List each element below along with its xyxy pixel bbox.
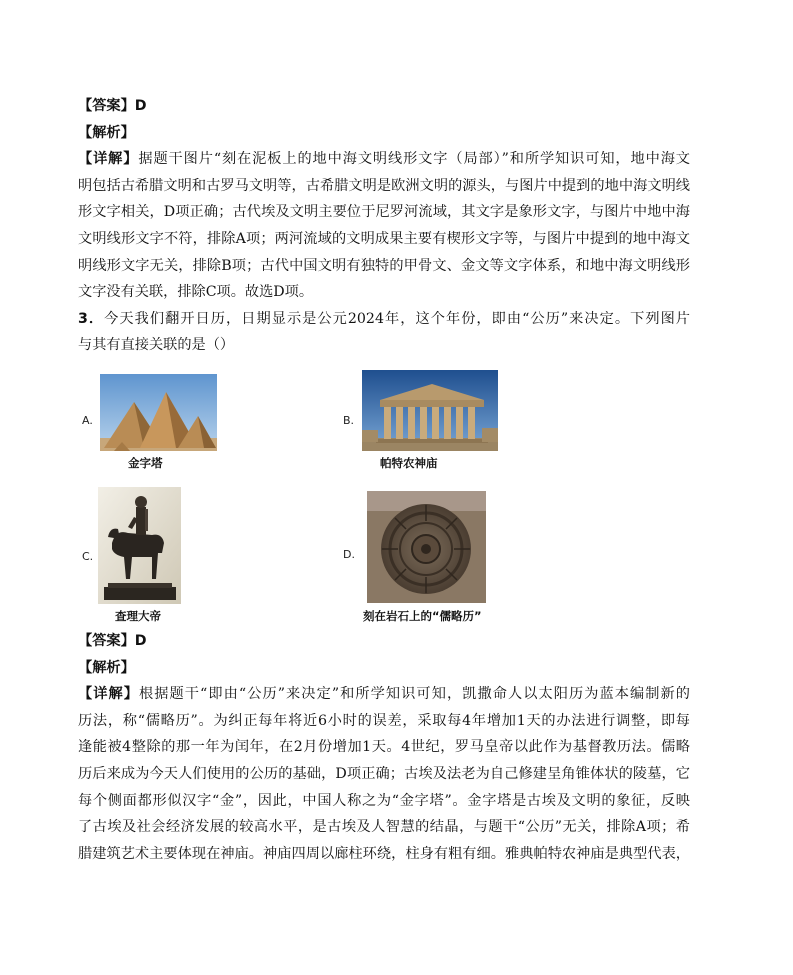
answer-line-3 [78,628,690,655]
answer-line-1 [78,93,690,120]
option-d-letter: D. [343,548,355,561]
option-d-caption: 刻在岩石上的“儒略历” [363,609,482,623]
answer-value: D [134,98,147,114]
question-3 [78,306,690,359]
analysis-line-1 [78,120,690,147]
detail-line: 【详解】据题干图片“刻在泥板上的地中海文明线形文字（局部）”和所学知识可知，地中海文 [78,151,690,168]
options-grid [78,368,508,630]
detail-line: 【详解】根据题干“即由“公历”来决定”和所学知识可知，凯撒命人以太阳历为蓝本编制新的 [78,686,690,703]
calendar-stone-image[interactable] [367,491,486,603]
detail-line: 了古埃及社会经济发展的较高水平，是古埃及人智慧的结晶，与题干“公历”无关，排除A项；希 [78,819,690,836]
answer-tag: 【答案】 [78,633,135,649]
option-b-letter: B. [343,414,355,427]
charlemagne-image[interactable] [98,487,181,604]
detail-line: 逢能被4整除的那一年为闰年，在2月份增加1天。4世纪，罗马皇帝以此作为基督教历法。儒略 [78,739,690,756]
detail-line: 腊建筑艺术主要体现在神庙。神庙四周以廊柱环绕，柱身有粗有细。雅典帕特农神庙是典型代表， [78,845,690,862]
option-c-caption: 查理大帝 [115,609,161,623]
answer-tag: 【答案】 [78,98,135,114]
question-number: 3． [78,310,105,327]
pyramids-image[interactable] [100,374,217,451]
question-line: 与其有直接关联的是（） [78,337,235,354]
detail-line: 文字没有关联，排除C项。故选D项。 [78,284,314,301]
detail-line: 历后来成为今天人们使用的公历的基础，D项正确；古埃及法老为自己修建呈角锥体状的陵墓，它 [78,765,690,782]
detail-line: 明线形文字无关，排除B项；古代中国文明有独特的甲骨文、金文等文字体系，和地中海文明线形 [78,257,690,274]
answer-value: D [134,633,147,649]
detail-paragraph-1 [78,146,690,306]
document-body-bottom [78,628,690,867]
option-a-caption: 金字塔 [128,456,163,470]
detail-line: 形文字相关，D项正确；古代埃及文明主要位于尼罗河流域，其文字是象形文字，与图片中地中海 [78,204,690,221]
option-c-letter: C. [82,550,94,563]
document-body [78,93,690,359]
analysis-tag: 【解析】 [78,124,135,141]
detail-paragraph-3 [78,681,690,867]
detail-line: 每个侧面都形似汉字“金”，因此，中国人称之为“金字塔”。金字塔是古埃及文明的象征，反映 [78,792,690,809]
detail-line: 文明线形文字不符，排除A项；两河流域的文明成果主要有楔形文字等，与图片中提到的地中海文 [78,230,690,247]
detail-tag: 【详解】 [78,686,140,703]
detail-line: 历法，称“儒略历”。为纠正每年将近6小时的误差，采取每4年增加1天的办法进行调整，即每 [78,712,690,729]
analysis-line-3 [78,655,690,682]
detail-line: 明包括古希腊文明和古罗马文明等，古希腊文明是欧洲文明的源头，与图片中提到的地中海文明线 [78,177,690,194]
option-b-caption: 帕特农神庙 [380,456,438,470]
analysis-tag: 【解析】 [78,659,135,676]
question-line: 3．今天我们翻开日历，日期显示是公元2024年，这个年份，即由“公历”来决定。下列图片 [78,310,690,327]
detail-tag: 【详解】 [78,151,139,168]
parthenon-image[interactable] [362,370,498,451]
option-a-letter: A. [82,414,93,427]
